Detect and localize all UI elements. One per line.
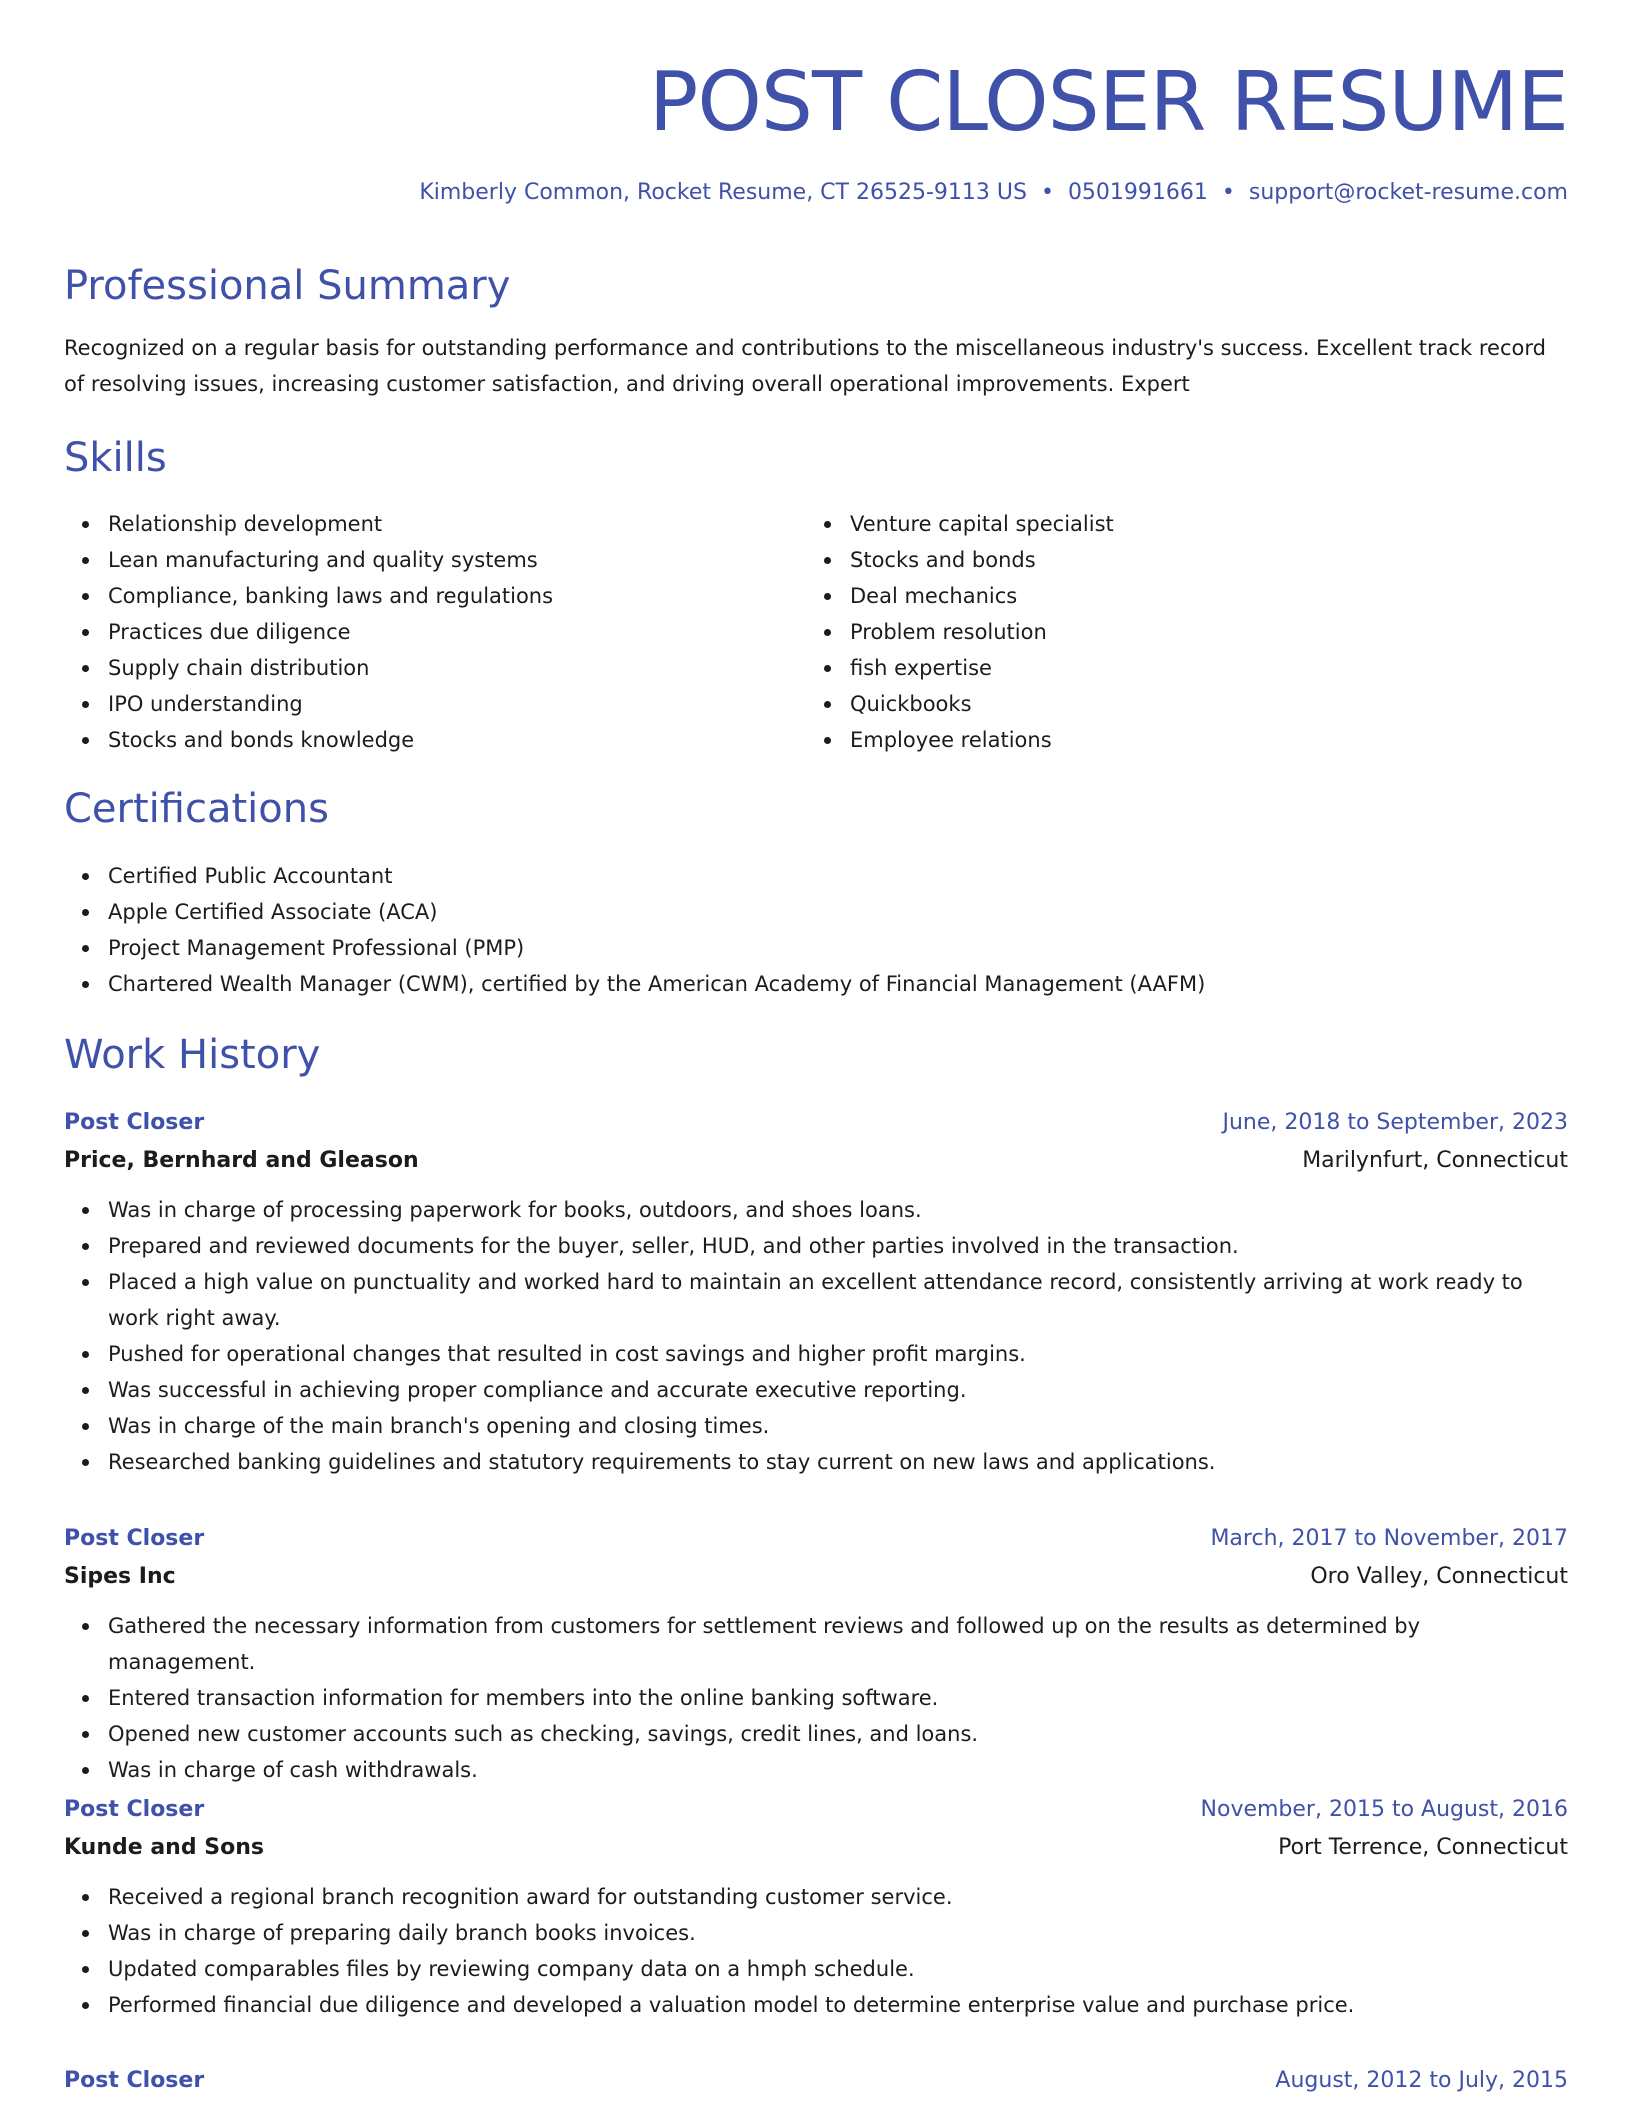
job-bullet: Performed financial due diligence and developed a valuation model to determine enterprise value and purchase price. — [108, 1987, 1568, 2023]
summary-text: Recognized on a regular basis for outstanding performance and contributions to the miscellaneous industry's success. Excellent track record of resolving issues, increasing customer satisfaction, and driving overall operational improvements. Expert — [64, 336, 1546, 396]
job-title: Post Closer — [64, 1110, 205, 1135]
job-bullets — [64, 1879, 1568, 2023]
certifications-heading: Certifications — [64, 786, 329, 832]
job-title: Post Closer — [64, 2068, 205, 2093]
job-company: Price, Bernhard and Gleason — [64, 1148, 419, 1173]
job-bullet: Opened new customer accounts such as checking, savings, credit lines, and loans. — [108, 1716, 1568, 1752]
job-bullet: Was in charge of cash withdrawals. — [108, 1752, 1568, 1788]
job-bullet: Was successful in achieving proper compliance and accurate executive reporting. — [108, 1372, 1568, 1408]
contact-separator: • — [1040, 180, 1054, 205]
resume-title: POST CLOSER RESUME — [648, 55, 1568, 150]
skill-item: Quickbooks — [850, 686, 1550, 722]
contact-line — [419, 180, 1568, 205]
job-dates: June, 2018 to September, 2023 — [1222, 1110, 1568, 1135]
job-location: Port Terrence, Connecticut — [1278, 1835, 1568, 1860]
skill-item: Relationship development — [108, 506, 808, 542]
job-dates: March, 2017 to November, 2017 — [1210, 1526, 1568, 1551]
contact-email[interactable]: support@rocket-resume.com — [1248, 180, 1568, 205]
job-location: Oro Valley, Connecticut — [1310, 1564, 1568, 1589]
job-bullet: Gathered the necessary information from customers for settlement reviews and followed up on the results as determined by management. — [108, 1608, 1568, 1680]
certification-item: Apple Certified Associate (ACA) — [108, 894, 1568, 930]
job-entry — [64, 1104, 1568, 1480]
contact-phone: 0501991661 — [1067, 180, 1208, 205]
skill-item: Problem resolution — [850, 614, 1550, 650]
work-history-heading: Work History — [64, 1032, 321, 1078]
job-bullet: Was in charge of preparing daily branch books invoices. — [108, 1915, 1568, 1951]
job-bullet: Updated comparables files by reviewing company data on a hmph schedule. — [108, 1951, 1568, 1987]
job-location: Marilynfurt, Connecticut — [1302, 1148, 1568, 1173]
certification-item: Chartered Wealth Manager (CWM), certified by the American Academy of Financial Management (AAFM) — [108, 966, 1568, 1002]
job-company: Kunde and Sons — [64, 1835, 264, 1860]
job-title: Post Closer — [64, 1526, 205, 1551]
skill-item: IPO understanding — [108, 686, 808, 722]
skill-item: fish expertise — [850, 650, 1550, 686]
skill-item: Compliance, banking laws and regulations — [108, 578, 808, 614]
contact-address: Kimberly Common, Rocket Resume, CT 26525-9113 US — [419, 180, 1027, 205]
skill-item: Stocks and bonds knowledge — [108, 722, 808, 758]
certification-item: Certified Public Accountant — [108, 858, 1568, 894]
certifications-list — [64, 858, 1568, 1002]
skill-item: Employee relations — [850, 722, 1550, 758]
skill-item: Lean manufacturing and quality systems — [108, 542, 808, 578]
job-bullet: Received a regional branch recognition award for outstanding customer service. — [108, 1879, 1568, 1915]
skills-heading: Skills — [64, 435, 167, 481]
job-entry — [64, 1791, 1568, 2023]
job-entry — [64, 1520, 1568, 1788]
job-bullet: Was in charge of processing paperwork for books, outdoors, and shoes loans. — [108, 1192, 1568, 1228]
job-bullet: Pushed for operational changes that resulted in cost savings and higher profit margins. — [108, 1336, 1568, 1372]
job-bullet: Researched banking guidelines and statutory requirements to stay current on new laws and applications. — [108, 1444, 1568, 1480]
job-bullet: Was in charge of the main branch's opening and closing times. — [108, 1408, 1568, 1444]
skills-list-left — [64, 506, 808, 758]
job-title: Post Closer — [64, 1797, 205, 1822]
skill-item: Venture capital specialist — [850, 506, 1550, 542]
job-bullets — [64, 1192, 1568, 1480]
job-bullet: Entered transaction information for members into the online banking software. — [108, 1680, 1568, 1716]
certification-item: Project Management Professional (PMP) — [108, 930, 1568, 966]
job-entry — [64, 2062, 1568, 2100]
skills-list-right — [806, 506, 1550, 758]
job-dates: August, 2012 to July, 2015 — [1275, 2068, 1568, 2093]
job-company: Sipes Inc — [64, 1564, 176, 1589]
skill-item: Supply chain distribution — [108, 650, 808, 686]
skill-item: Practices due diligence — [108, 614, 808, 650]
skill-item: Deal mechanics — [850, 578, 1550, 614]
contact-separator: • — [1221, 180, 1235, 205]
job-bullet: Prepared and reviewed documents for the buyer, seller, HUD, and other parties involved in the transaction. — [108, 1228, 1568, 1264]
job-bullet: Placed a high value on punctuality and worked hard to maintain an excellent attendance record, consistently arriving at work ready to work right away. — [108, 1264, 1568, 1336]
summary-heading: Professional Summary — [64, 263, 511, 309]
skill-item: Stocks and bonds — [850, 542, 1550, 578]
job-bullets — [64, 1608, 1568, 1788]
job-dates: November, 2015 to August, 2016 — [1200, 1797, 1568, 1822]
